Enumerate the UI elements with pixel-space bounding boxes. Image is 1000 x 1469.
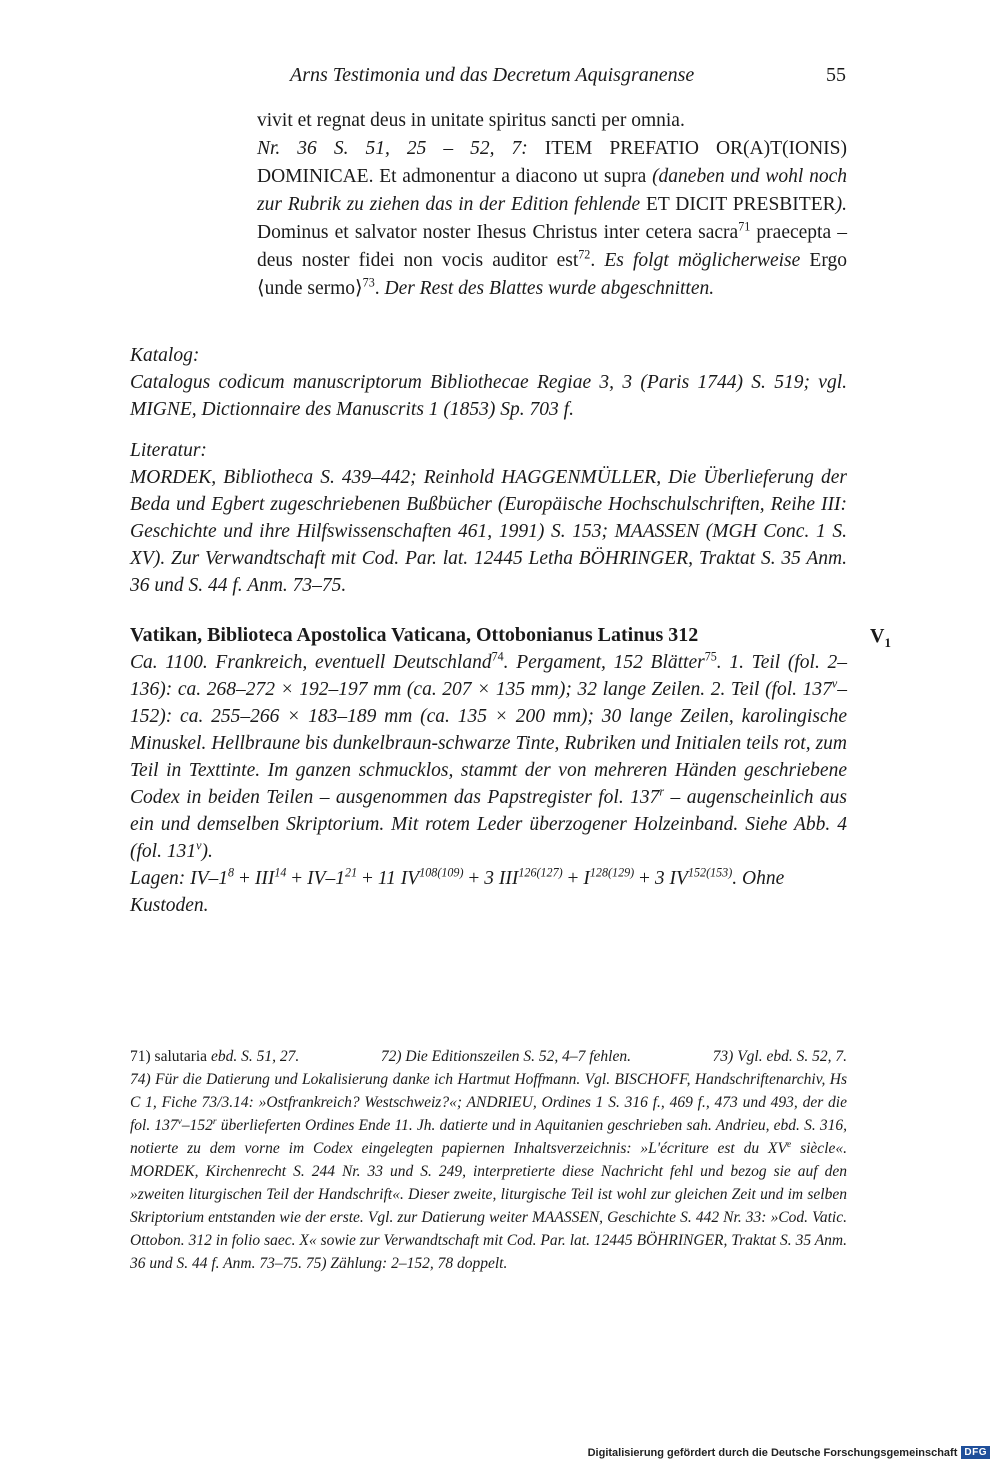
lage-5: 3 III bbox=[484, 868, 519, 889]
lage-2: III bbox=[254, 868, 275, 889]
footnote-74: 74) Für die Datierung und Lokalisierung danke ich Hartmut Hoffmann. Vgl. BISCHOFF, Handschriftenarchiv, Hs C 1, Fiche 73/3.14: »Ostfrankreich? Westschweiz?«; ANDRIEU, Ordines 1 S. 316 f., 469 f., 473 und 493, der die fol. 137$^v$–152$^r$ überlieferten Ordines Ende 11. Jh. datierte und in Aquitanien geschrieben sah. Andrieu, ebd. S. 316, notierte zu dem vorne im Codex eingelegten papiernen Inhaltsverzeichnis: »L'écriture est du XVe siècle«. MORDEK, Kirchenrecht S. 244 Nr. 33 und S. 249, interpretierte diese Nachricht fehl und bezog sie auf den »zweiten liturgischen Teil der Handschrift«. Dieser zweite, liturgische Teil ist wohl zur gleichen Zeit und im selben Skriptorium entstanden wie der erste. Vgl. zur Datierung weiter MAASSEN, Geschichte S. 442 Nr. 33: »Cod. Vatic. Ottobon. 312 in folio saec. X« sowie zur Verwandtschaft mit Cod. Par. lat. 12445 BÖHRINGER, Traktat S. 35 Anm. 36 und S. 44 f. Anm. 73–75. 75) Zählung: 2–152, 78 doppelt. bbox=[130, 1071, 848, 1272]
plus-sign: + bbox=[362, 868, 373, 889]
lage-7: 3 IV bbox=[654, 868, 688, 889]
quote-note1: (daneben und wohl noch zur Rubrik zu ziehen das in der Edition fehlende bbox=[257, 166, 847, 215]
lage-5-sup: 126(127) bbox=[518, 865, 563, 880]
literatur-text: MORDEK, Bibliotheca S. 439–442; Reinhold HAGGENMÜLLER, Die Überlieferung der Beda und Egbert zugeschriebenen Bußbücher (Europäische Hochschulschriften, Reihe III: Geschichte und ihre Hilfswissenschaften 461, 1991) S. 153; MAASSEN (MGH Conc. 1 S. XV). Zur Verwandtschaft mit Cod. Par. lat. 12445 Letha BÖHRINGER, Traktat S. 35 Anm. 36 und S. 44 f. Anm. 73–75. bbox=[130, 467, 847, 596]
dfg-banner bbox=[588, 1446, 990, 1459]
quote-text2: Dominus et salvator noster Ihesus Christus inter cetera sacra bbox=[257, 222, 739, 243]
lage-6-sup: 128(129) bbox=[589, 865, 635, 880]
quote-line1: vivit et regnat deus in unitate spiritus sancti per omnia. bbox=[257, 110, 685, 131]
manuscript-description bbox=[130, 649, 847, 865]
running-head bbox=[290, 60, 846, 90]
footnote-ref-73: 73 bbox=[362, 275, 375, 290]
quote-rubric1: ITEM PREFATIO OR(A)T(IONIS) DOMINICAE. bbox=[257, 138, 848, 187]
footnote-ref-71: 71 bbox=[738, 219, 751, 234]
quote-text3: praecepta – deus noster fidei non vocis auditor est bbox=[257, 222, 847, 271]
lagen-line bbox=[130, 865, 847, 919]
dfg-banner-text: Digitalisierung gefördert durch die Deutsche Forschungsgemeinschaft bbox=[587, 1446, 958, 1459]
page-number: 55 bbox=[826, 64, 846, 86]
running-title: Arns Testimonia und das Decretum Aquisgranense bbox=[290, 64, 695, 86]
literatur-section bbox=[130, 437, 847, 599]
quote-note2: Es folgt möglicherweise bbox=[604, 250, 801, 271]
footnote-ref-75: 75 bbox=[704, 649, 717, 664]
katalog-section bbox=[130, 342, 847, 423]
quote-text1: Et admonentur a diacono ut supra bbox=[379, 166, 647, 187]
plus-sign: + bbox=[238, 868, 250, 889]
katalog-text: Catalogus codicum manuscriptorum Bibliothecae Regiae 3, 3 (Paris 1744) S. 519; vgl. MIGNE, Dictionnaire des Manuscrits 1 (1853) Sp. 703 f. bbox=[130, 372, 847, 420]
desc-part-c: . 1. Teil (fol. 2–136): ca. 268–272 × 192–197 mm (ca. 207 × 135 mm); 32 lange Zeilen. 2. Teil (fol. 137 bbox=[130, 652, 848, 700]
manuscript-title: Vatikan, Biblioteca Apostolica Vaticana, Ottobonianus Latinus 312 bbox=[130, 624, 699, 646]
lagen-label: Lagen: bbox=[130, 868, 186, 889]
plus-sign: + bbox=[468, 868, 480, 889]
siglum-letter: V bbox=[870, 625, 885, 647]
lage-2-sup: 14 bbox=[274, 865, 287, 880]
quote-note1-end: ). bbox=[835, 194, 847, 215]
quote-note3: Der Rest des Blattes wurde abgeschnitten. bbox=[384, 278, 715, 299]
desc-part-b: . Pergament, 152 Blätter bbox=[503, 652, 705, 673]
katalog-heading: Katalog: bbox=[130, 345, 200, 366]
quote-ref: Nr. 36 S. 51, 25 – 52, 7: bbox=[257, 138, 528, 159]
lage-7-sup: 152(153) bbox=[687, 865, 733, 880]
recto-mark: r bbox=[659, 784, 665, 799]
lage-1: IV–1 bbox=[190, 868, 229, 889]
literatur-heading: Literatur: bbox=[130, 440, 207, 461]
footnote-ref-72: 72 bbox=[578, 247, 591, 262]
lage-4: 11 IV bbox=[377, 868, 420, 889]
lage-6: I bbox=[583, 868, 590, 889]
verso-mark: v bbox=[196, 838, 202, 853]
footnote-75: 75) Zählung: 2–152, 78 doppelt. bbox=[305, 1255, 508, 1272]
dfg-logo: DFG bbox=[961, 1446, 990, 1459]
siglum-sub: 1 bbox=[884, 635, 891, 650]
quote-text4: Ergo ⟨unde sermo⟩ bbox=[257, 250, 847, 299]
footnote-72: 72) Die Editionszeilen S. 52, 4–7 fehlen. bbox=[380, 1048, 631, 1065]
lage-3: IV–1 bbox=[307, 868, 346, 889]
lagen-end: . Ohne Kustoden. bbox=[130, 868, 785, 916]
verso-mark: v bbox=[831, 676, 838, 691]
lage-4-sup: 108(109) bbox=[419, 865, 464, 880]
footnote-ref-74: 74 bbox=[491, 649, 504, 664]
manuscript-entry bbox=[130, 621, 847, 919]
footnote-row-71-73 bbox=[130, 1045, 847, 1068]
lage-3-sup: 21 bbox=[345, 865, 358, 880]
plus-sign: + bbox=[639, 868, 651, 889]
plus-sign: + bbox=[291, 868, 303, 889]
plus-sign: + bbox=[567, 868, 579, 889]
footnotes bbox=[130, 1045, 847, 1275]
quoted-text-block: vivit et regnat deus in unitate spiritus sancti per omnia. Nr. 36 S. 51, 25 – 52, 7: ITEM PREFATIO OR(A)T(IONIS) DOMINICAE. Et admonentur a diacono ut supra (daneben und wohl noch zur Rubrik zu ziehen das in der Edition fehlende ET DICIT PRESBITER). Dominus et salvator noster Ihesus Christus inter cetera sacra$^{71}$ praecepta – deus noster fidei non vocis auditor est$^{72}$. Es folgt möglicherweise Ergo ⟨unde sermo⟩$^{73}$. Der Rest des Blattes wurde abgeschnitten. bbox=[257, 110, 848, 299]
desc-part-f: ). bbox=[201, 841, 213, 862]
lage-1-sup: 8 bbox=[228, 865, 235, 880]
quote-rubric2: ET DICIT PRESBITER bbox=[646, 194, 836, 215]
desc-part-d: –152): ca. 255–266 × 183–189 mm (ca. 135 × 200 mm); 30 lange Zeilen, karolingische Minuskel. Hellbraune bis dunkelbraun-schwarze Tinte, Rubriken und Initialen teils rot, zum Teil in Texttinte. Im ganzen schmucklos, stammt der von mehreren Händen geschriebene Codex in beiden Teilen – ausgenommen das Papstregister fol. 137 bbox=[130, 679, 847, 808]
footnote-73: 73) Vgl. ebd. S. 52, 7. bbox=[712, 1048, 847, 1065]
siglum bbox=[870, 622, 891, 657]
footnote-71: 71) salutaria ebd. S. 51, 27. bbox=[130, 1048, 300, 1065]
desc-part-e: – augenscheinlich aus ein und demselben Skriptorium. Mit rotem Leder überzogener Holzeinband. Siehe Abb. 4 (fol. 131 bbox=[130, 787, 847, 862]
desc-part-a: Ca. 1100. Frankreich, eventuell Deutschland bbox=[130, 652, 492, 673]
